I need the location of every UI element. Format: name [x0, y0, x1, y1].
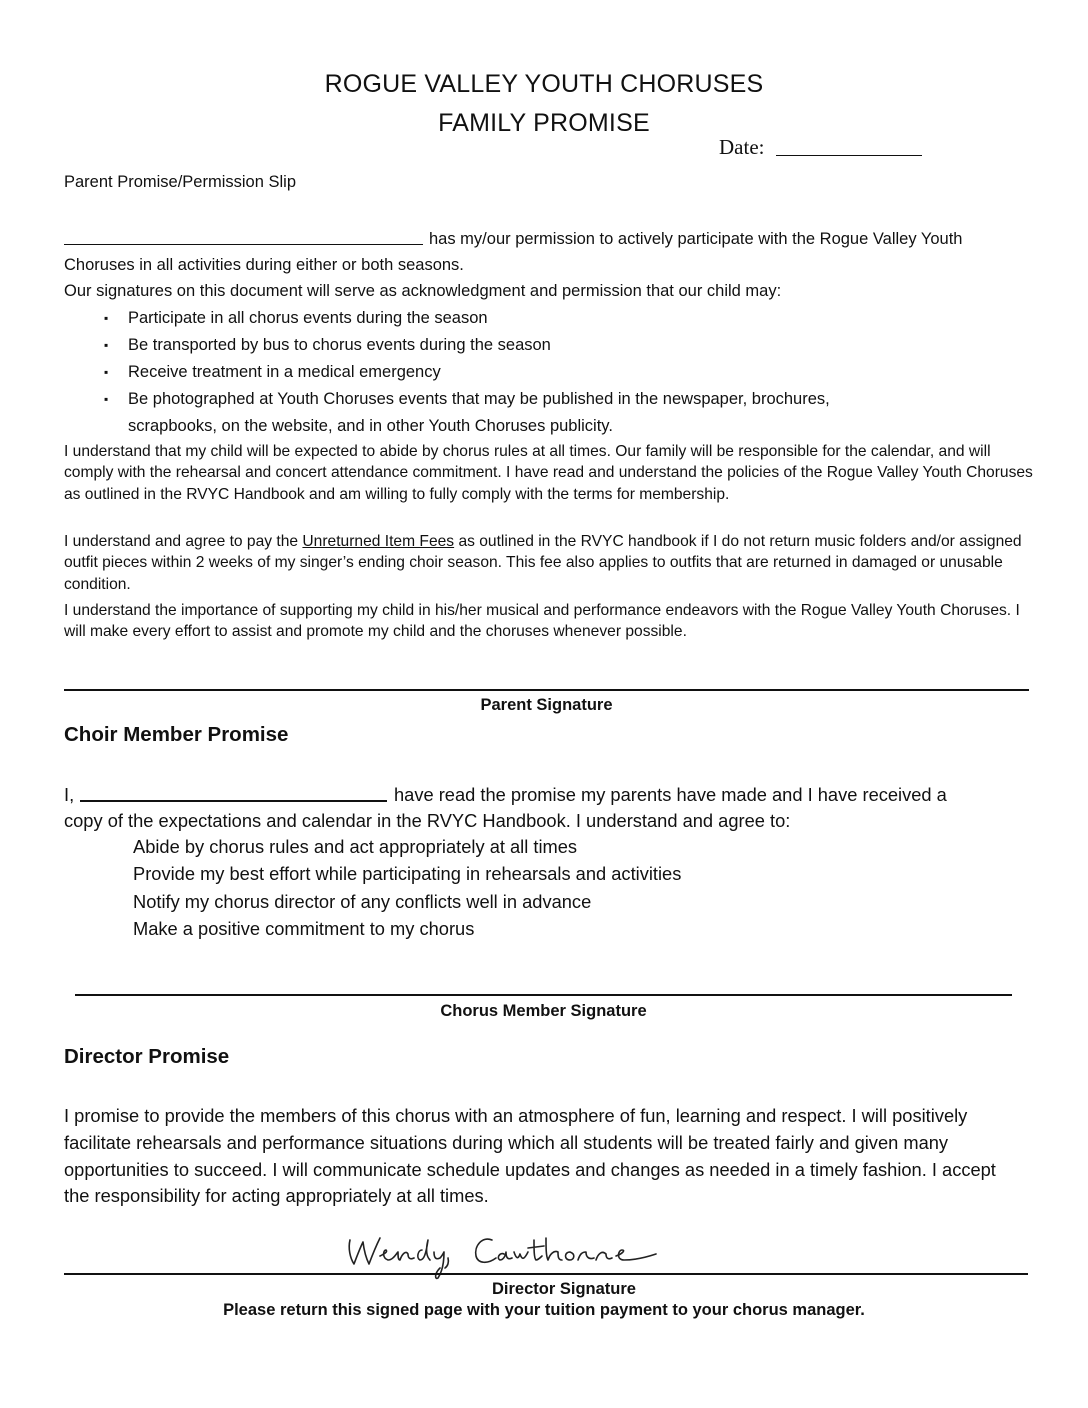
- document-subtitle: FAMILY PROMISE: [438, 109, 650, 137]
- director-heading: Director Promise: [64, 1045, 230, 1068]
- director-promise-text: I promise to provide the members of this chorus with an atmosphere of fun, learning and respect. I will positively facilitate rehearsals and performance situations during which all students will be treated fairly and given many opportunities to succeed. I will communicate schedule updates and changes as needed in a timely fashion. I accept the responsibility for acting appropriately at all times.: [64, 1105, 996, 1207]
- acknowledgment-intro: Our signatures on this document will serve as acknowledgment and permission that our child may:: [64, 282, 782, 300]
- permission-text-line2: Choruses in all activities during either or both seasons.: [64, 256, 464, 274]
- parent-signature-line[interactable]: [64, 689, 1029, 691]
- member-text-line1: have read the promise my parents have made and I have received a: [394, 784, 947, 805]
- date-label: Date:: [719, 135, 765, 159]
- permission-bullet: ▪ Be transported by bus to chorus events during the season: [100, 332, 1000, 359]
- permission-bullet: ▪ Participate in all chorus events during the season: [100, 305, 1000, 332]
- date-field-line[interactable]: [776, 155, 922, 156]
- member-promise-item: Make a positive commitment to my chorus: [133, 917, 475, 939]
- rules-paragraph: I understand that my child will be expected to abide by chorus rules at all times. Our family will be responsible for the calendar, and will comply with the rehearsal and concert attendance commitment. I have read and understand the policies of the Rogue Valley Youth Choruses as outlined in the RVYC Handbook and am willing to fully comply with the terms for membership.: [64, 443, 1033, 503]
- permission-text-line1: has my/our permission to actively participate with the Rogue Valley Youth: [429, 230, 963, 248]
- member-prefix: I,: [64, 784, 75, 805]
- member-promise-item: Provide my best effort while participating in rehearsals and activities: [133, 863, 682, 885]
- document-title: ROGUE VALLEY YOUTH CHORUSES: [324, 70, 764, 98]
- member-promise-item: Abide by chorus rules and act appropriately at all times: [133, 836, 578, 857]
- permission-bullet: ▪ Receive treatment in a medical emergency: [100, 359, 1000, 386]
- member-promise-item: Notify my chorus director of any conflicts well in advance: [133, 890, 592, 912]
- choir-member-heading: Choir Member Promise: [64, 723, 289, 746]
- return-instructions: Please return this signed page with your tuition payment to your chorus manager.: [223, 1301, 865, 1319]
- member-signature-label: Chorus Member Signature: [440, 1002, 647, 1020]
- support-paragraph: I understand the importance of supporting my child in his/her musical and performance endeavors with the Rogue Valley Youth Choruses. I will make every effort to assist and promote my child and the choruses whenever possible.: [64, 602, 1020, 641]
- permission-bullet-list: [100, 305, 1000, 439]
- member-signature-line[interactable]: [75, 994, 1012, 996]
- fees-paragraph: I understand and agree to pay the Unreturned Item Fees as outlined in the RVYC handbook if I do not return music folders and/or assigned outfit pieces within 2 weeks of my singer’s ending choir season. This fee also applies to outfits that are returned in damaged or unusable condition.: [64, 533, 1022, 593]
- parent-section-label: Parent Promise/Permission Slip: [64, 173, 296, 191]
- unreturned-item-fees-link: Unreturned Item Fees: [302, 533, 455, 550]
- director-signature-line: [64, 1273, 1028, 1275]
- permission-bullet-continuation: scrapbooks, on the website, and in other Youth Choruses publicity.: [128, 417, 613, 435]
- member-text-line2: copy of the expectations and calendar in the RVYC Handbook. I understand and agree to:: [64, 810, 791, 831]
- director-signature-label: Director Signature: [492, 1280, 636, 1298]
- member-promise-list: [133, 833, 681, 942]
- parent-signature-label: Parent Signature: [480, 696, 613, 714]
- member-name-line[interactable]: [80, 800, 387, 802]
- permission-bullet: ▪ Be photographed at Youth Choruses events that may be published in the newspaper, brochures, scrapbooks, on the website, and in other Youth Choruses publicity.: [100, 386, 1000, 439]
- child-name-line[interactable]: [64, 244, 423, 245]
